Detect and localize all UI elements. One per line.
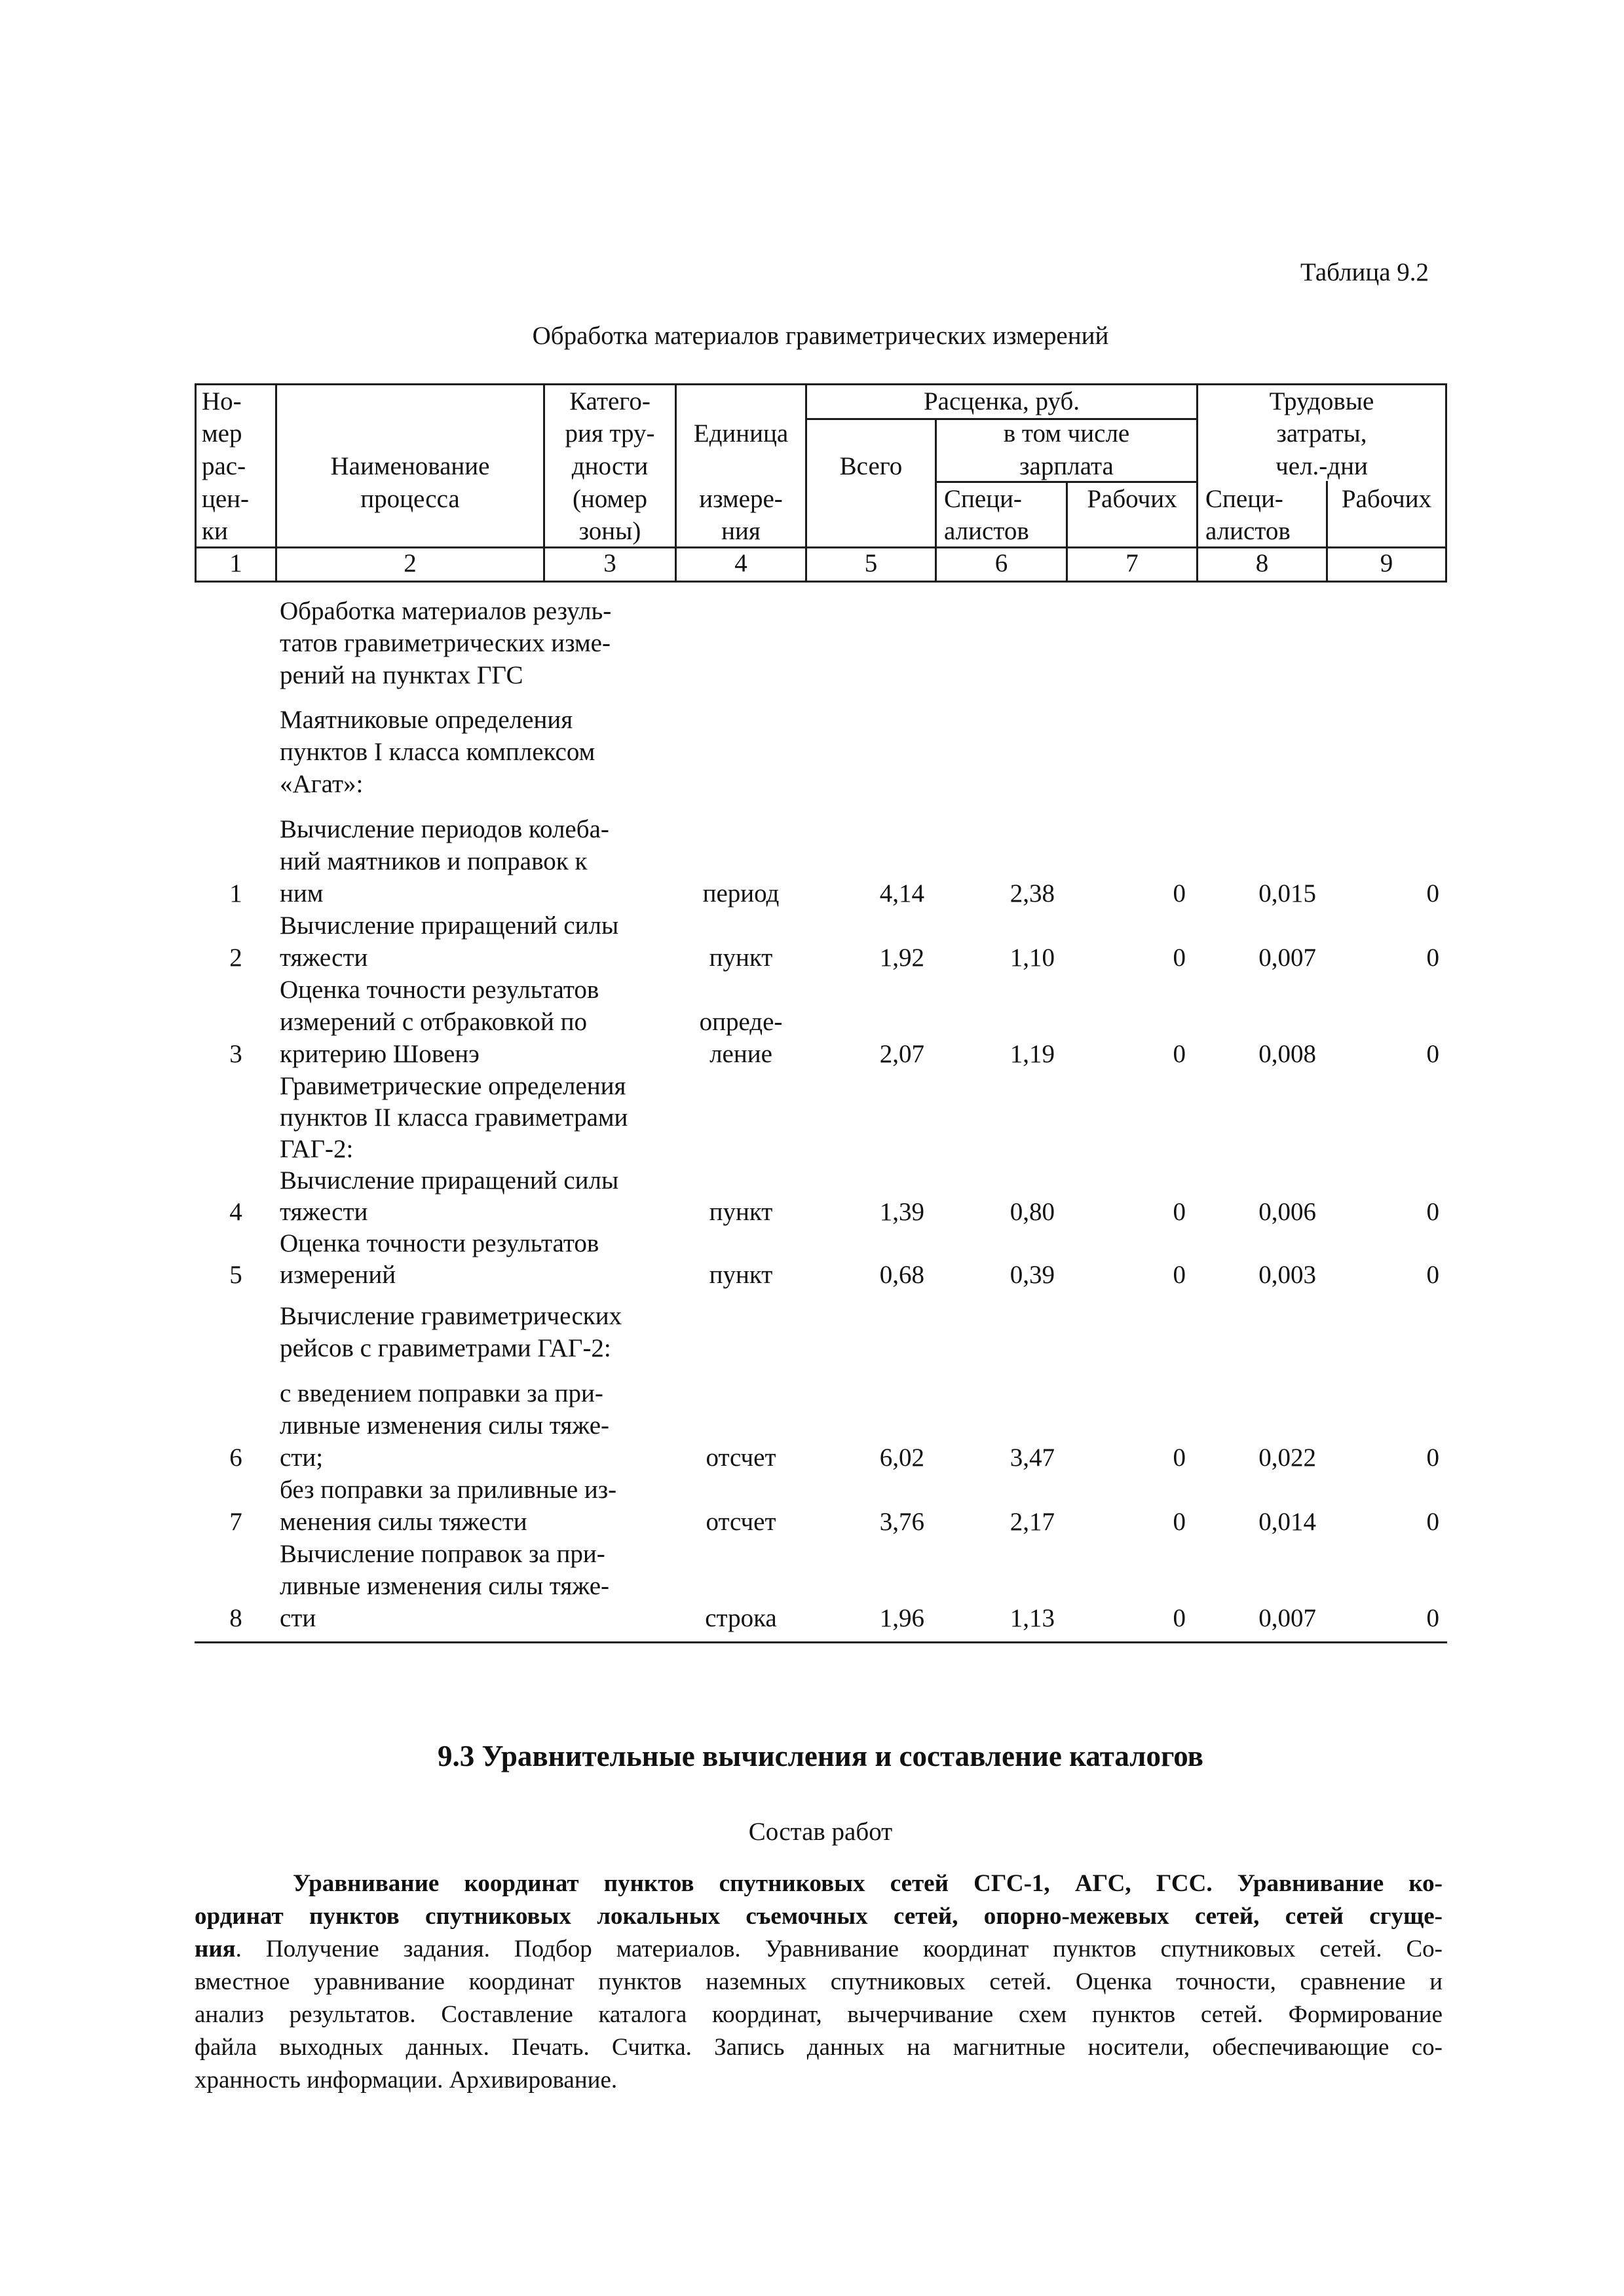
body-paragraph (195, 1867, 1443, 2097)
header-spec-labor-line2: алистов (1205, 517, 1291, 545)
price-work-cell: 0 (1173, 1508, 1186, 1536)
header-total: Всего (839, 452, 903, 480)
process-name-line: тяжести (280, 1198, 368, 1226)
header-col3-line4: (номер (572, 485, 648, 513)
header-work-salary: Рабочих (1087, 485, 1177, 513)
header-col4-line1: Единица (693, 419, 789, 448)
process-name-line: Вычисление поправок за при- (280, 1540, 605, 1568)
process-name-line: с введением поправки за при- (280, 1379, 603, 1407)
price-total-cell: 1,39 (879, 1198, 924, 1226)
labor-spec-cell: 0,006 (1258, 1198, 1316, 1226)
row-number: 4 (229, 1198, 242, 1226)
process-name-line: Оценка точности результатов (280, 976, 599, 1004)
labor-work-cell: 0 (1426, 1040, 1439, 1068)
header-number-7: 7 (1125, 549, 1139, 577)
labor-work-cell: 0 (1426, 944, 1439, 972)
unit-cell: строка (705, 1604, 777, 1632)
header-number-8: 8 (1255, 549, 1269, 577)
header-col1-line3: рас- (202, 452, 246, 480)
paragraph-line5: анализ результатов. Составление каталога координат, вычерчивание схем пунктов сетей. Формирование (195, 2001, 1443, 2028)
labor-work-cell: 0 (1426, 1444, 1439, 1472)
table-label: Таблица 9.2 (1300, 258, 1429, 286)
unit-cell: отсчет (706, 1444, 776, 1472)
row-number: 7 (229, 1508, 242, 1536)
price-total-cell: 2,07 (879, 1040, 924, 1068)
group-heading-line: Вычисление гравиметрических (280, 1302, 622, 1330)
header-col1-line5: ки (202, 517, 228, 545)
paragraph-line6: файла выходных данных. Печать. Считка. Запись данных на магнитные носители, обеспечивающие со- (195, 2034, 1443, 2061)
labor-work-cell: 0 (1426, 879, 1439, 908)
header-col4-line3: ния (721, 517, 761, 545)
header-col1-line2: мер (202, 419, 242, 448)
header-price-group: Расценка, руб. (923, 387, 1080, 415)
row-number: 6 (229, 1444, 242, 1472)
process-name-line: Оценка точности результатов (280, 1229, 599, 1257)
header-number-1: 1 (229, 549, 242, 577)
price-total-cell: 0,68 (879, 1261, 924, 1289)
paragraph-line4: вместное уравнивание координат пунктов наземных спутниковых сетей. Оценка точности, сравнение и (195, 1968, 1443, 1995)
header-col2-line1: Наименование (330, 452, 490, 480)
labor-spec-cell: 0,014 (1258, 1508, 1316, 1536)
process-name-line: ливные изменения силы тяже- (280, 1411, 610, 1440)
row-number: 3 (229, 1040, 242, 1068)
header-number-6: 6 (994, 549, 1008, 577)
header-spec-salary-line2: алистов (944, 517, 1029, 545)
labor-work-cell: 0 (1426, 1604, 1439, 1632)
header-incl-line1: в том числе (1003, 419, 1130, 448)
header-spec-salary-line1: Специ- (944, 485, 1022, 513)
process-name-line: тяжести (280, 944, 368, 972)
unit-cell: период (702, 879, 780, 908)
group-heading-line: ГАГ-2: (280, 1135, 354, 1163)
process-name-line: измерений (280, 1261, 396, 1289)
header-number-5: 5 (864, 549, 878, 577)
group-heading-line: Обработка материалов резуль- (280, 597, 612, 625)
row-number: 2 (229, 944, 242, 972)
paragraph-bold-line1: Уравнивание координат пунктов спутниковых сетей СГС-1, АГС, ГСС. Уравнивание ко- (293, 1870, 1443, 1897)
header-labor-line2: затраты, (1276, 419, 1367, 448)
price-total-cell: 1,92 (879, 944, 924, 972)
table-title: Обработка материалов гравиметрических измерений (532, 322, 1109, 350)
process-name-line: измерений с отбраковкой по (280, 1008, 587, 1036)
process-name-line: Вычисление периодов колеба- (280, 815, 609, 843)
price-work-cell: 0 (1173, 1198, 1186, 1226)
labor-spec-cell: 0,022 (1258, 1444, 1316, 1472)
group-heading-line: Гравиметрические определения (280, 1072, 626, 1100)
unit-cell: отсчет (706, 1508, 776, 1536)
header-col3-line5: зоны) (578, 517, 641, 545)
header-col1-line1: Но- (202, 387, 242, 415)
labor-spec-cell: 0,007 (1258, 944, 1316, 972)
labor-spec-cell: 0,008 (1258, 1040, 1316, 1068)
price-spec-cell: 0,39 (1010, 1261, 1055, 1289)
header-labor-line3: чел.-дни (1275, 452, 1368, 480)
price-work-cell: 0 (1173, 879, 1186, 908)
row-number: 5 (229, 1261, 242, 1289)
labor-spec-cell: 0,003 (1258, 1261, 1316, 1289)
process-name-line: ливные изменения силы тяже- (280, 1572, 610, 1600)
paragraph-line3-rest: . Получение задания. Подбор материалов. Уравнивание координат пунктов спутниковых сетей. Со- (235, 1936, 1443, 1962)
group-heading-line: рений на пунктах ГГС (280, 661, 523, 689)
price-total-cell: 3,76 (879, 1508, 924, 1536)
header-spec-labor-line1: Специ- (1205, 485, 1283, 513)
price-work-cell: 0 (1173, 1261, 1186, 1289)
header-work-labor: Рабочих (1341, 485, 1432, 513)
price-spec-cell: 1,10 (1010, 944, 1055, 972)
paragraph-line7: хранность информации. Архивирование. (195, 2067, 618, 2094)
unit-cell: пункт (709, 1198, 773, 1226)
unit-cell: пункт (709, 1261, 773, 1289)
price-work-cell: 0 (1173, 1604, 1186, 1632)
group-heading-line: пунктов II класса гравиметрами (280, 1103, 628, 1132)
price-total-cell: 6,02 (879, 1444, 924, 1472)
process-name-line: критерию Шовенэ (280, 1040, 480, 1068)
process-name-line: сти; (280, 1444, 324, 1472)
price-spec-cell: 0,80 (1010, 1198, 1055, 1226)
group-heading-line: рейсов с гравиметрами ГАГ-2: (280, 1334, 611, 1362)
price-spec-cell: 2,17 (1010, 1508, 1055, 1536)
header-number-3: 3 (603, 549, 616, 577)
labor-spec-cell: 0,015 (1258, 879, 1316, 908)
process-name-line: ним (280, 879, 324, 908)
process-name-line: Вычисление приращений силы (280, 1166, 619, 1195)
process-name-line: менения силы тяжести (280, 1508, 527, 1536)
header-labor-line1: Трудовые (1269, 387, 1374, 415)
header-col3-line1: Катего- (569, 387, 651, 415)
price-spec-cell: 2,38 (1010, 879, 1055, 908)
group-heading-line: Маятниковые определения (280, 706, 573, 734)
labor-work-cell: 0 (1426, 1508, 1439, 1536)
header-col3-line3: дности (571, 452, 649, 480)
labor-spec-cell: 0,007 (1258, 1604, 1316, 1632)
header-number-2: 2 (404, 549, 417, 577)
price-spec-cell: 1,19 (1010, 1040, 1055, 1068)
group-heading-line: татов гравиметрических изме- (280, 629, 611, 657)
header-col2-line2: процесса (360, 485, 460, 513)
header-number-9: 9 (1380, 549, 1393, 577)
labor-work-cell: 0 (1426, 1198, 1439, 1226)
header-number-4: 4 (734, 549, 747, 577)
price-work-cell: 0 (1173, 944, 1186, 972)
price-work-cell: 0 (1173, 1040, 1186, 1068)
process-name-line: сти (280, 1604, 316, 1632)
price-total-cell: 1,96 (879, 1604, 924, 1632)
unit-cell: ление (709, 1040, 772, 1068)
group-heading-line: «Агат»: (280, 770, 364, 798)
process-name-line: без поправки за приливные из- (280, 1476, 617, 1504)
paragraph-bold-line3: ния (195, 1936, 236, 1962)
unit-cell: опреде- (699, 1008, 783, 1036)
group-heading-line: пунктов I класса комплексом (280, 738, 595, 766)
price-spec-cell: 3,47 (1010, 1444, 1055, 1472)
section-title: 9.3 Уравнительные вычисления и составление каталогов (438, 1740, 1203, 1772)
price-spec-cell: 1,13 (1010, 1604, 1055, 1632)
header-col1-line4: цен- (202, 485, 250, 513)
price-work-cell: 0 (1173, 1444, 1186, 1472)
header-col4-line2: измере- (699, 485, 783, 513)
row-number: 8 (229, 1604, 242, 1632)
process-name-line: ний маятников и поправок к (280, 847, 588, 875)
paragraph-bold-line2: ординат пунктов спутниковых локальных съемочных сетей, опорно-межевых сетей, сетей сгуще- (195, 1903, 1443, 1930)
header-col3-line2: рия тру- (565, 419, 655, 448)
process-name-line: Вычисление приращений силы (280, 911, 619, 940)
row-number: 1 (229, 879, 242, 908)
labor-work-cell: 0 (1426, 1261, 1439, 1289)
unit-cell: пункт (709, 944, 773, 972)
header-incl-line2: зарплата (1019, 452, 1114, 480)
subsection-title: Состав работ (748, 1818, 893, 1846)
price-total-cell: 4,14 (879, 879, 924, 908)
